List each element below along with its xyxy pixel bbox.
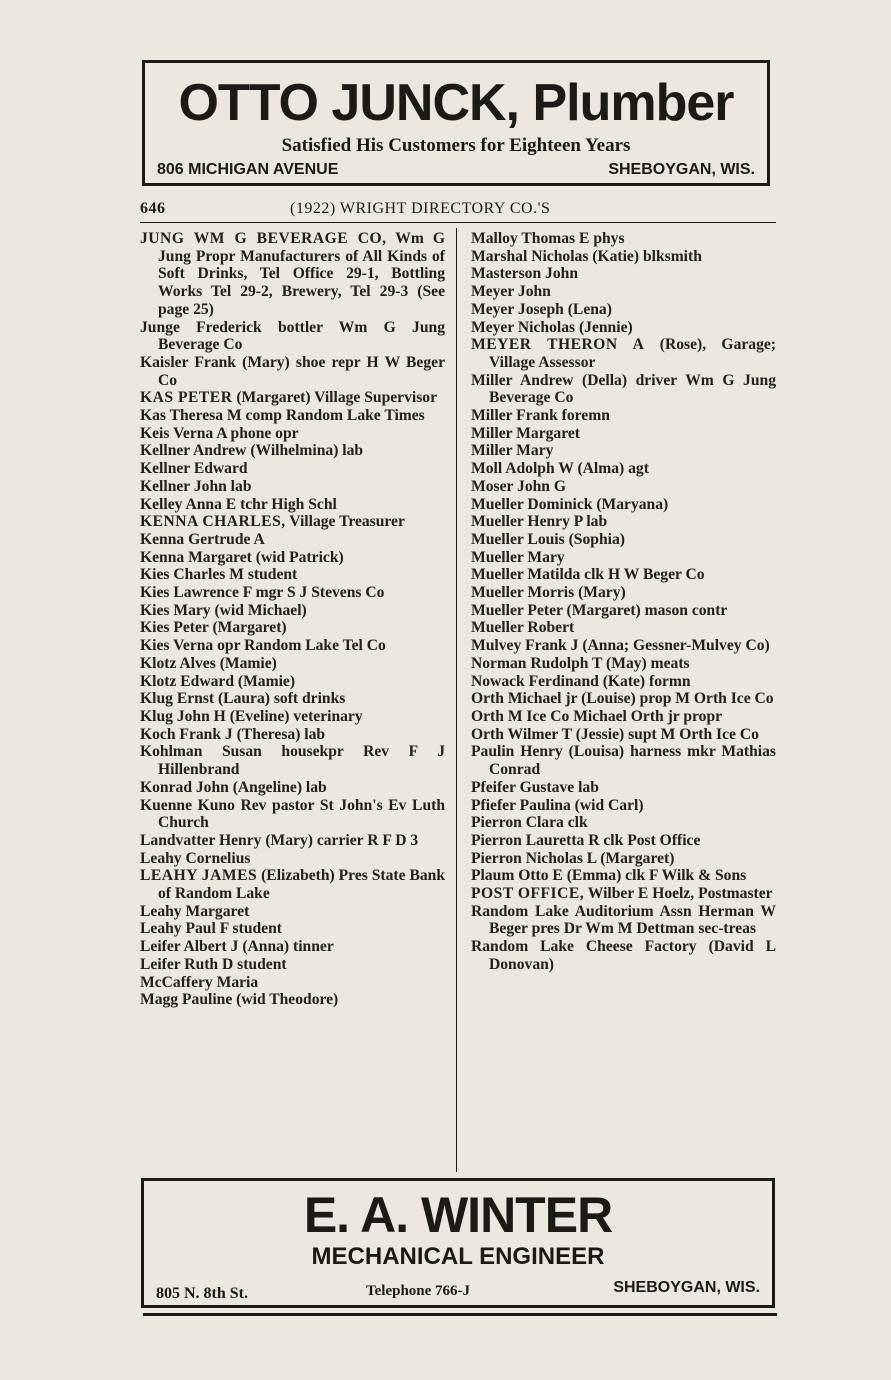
directory-entry (140, 832, 445, 850)
running-title: (1922) WRIGHT DIRECTORY CO.'S (290, 200, 551, 217)
entry-text: Pierron Clara clk (471, 814, 588, 832)
entry-text: Leifer Ruth D student (140, 955, 287, 973)
left-column (140, 230, 445, 1009)
entry-text: Wm G Jung Propr Manufacturers of All Kinds of Soft Drinks, Tel Office 29-1, Bottling Works Tel 29-2, Brewery, Tel 29-3 (See page 25) (158, 230, 445, 318)
entry-text: Miller Margaret (471, 424, 580, 442)
entry-text: Kellner Edward (140, 460, 248, 478)
ad-tagline: MECHANICAL ENGINEER (311, 1243, 605, 1270)
entry-text: Miller Mary (471, 442, 554, 460)
entry-text: Keis Verna A phone opr (140, 424, 299, 442)
entry-text: Kies Peter (Margaret) (140, 619, 287, 637)
directory-entry (140, 425, 445, 443)
entry-text: Klug John H (Eveline) veterinary (140, 707, 363, 725)
ad-telephone: Telephone 766-J (366, 1283, 471, 1299)
entry-text: Landvatter Henry (Mary) carrier R F D 3 (140, 831, 419, 849)
ad-headline: OTTO JUNCK, Plumber (178, 74, 734, 132)
entry-text: Pfeifer Gustave lab (471, 778, 599, 796)
directory-entry (140, 797, 445, 832)
entry-text: Nowack Ferdinand (Kate) formn (471, 672, 691, 690)
entry-text: Mueller Dominick (Maryana) (471, 495, 669, 513)
entry-text: (Margaret) Village Supervisor (236, 389, 438, 407)
directory-entry (140, 549, 445, 567)
directory-entry (140, 779, 445, 797)
entry-text: Malloy Thomas E phys (471, 230, 625, 247)
directory-entry (140, 478, 445, 496)
entry-text: McCaffery Maria (140, 973, 259, 991)
entry-text: Meyer John (471, 283, 551, 301)
entry-text: Kies Mary (wid Michael) (140, 601, 307, 619)
directory-entry (471, 814, 776, 832)
entry-bold-name: LEAHY JAMES (140, 867, 258, 885)
entry-text: Mueller Morris (Mary) (471, 584, 626, 602)
directory-entry (140, 319, 445, 354)
directory-entry (140, 673, 445, 691)
bottom-advertisement (141, 1178, 775, 1308)
directory-entry (471, 496, 776, 514)
entry-text: (Elizabeth) Pres State Bank of Random Lake (158, 867, 445, 903)
entry-text: Mueller Matilda clk H W Beger Co (471, 566, 705, 584)
directory-entry (471, 549, 776, 567)
bottom-rule (143, 1313, 777, 1316)
directory-entry (140, 867, 445, 902)
entry-text: Miller Andrew (Della) driver Wm G Jung Beverage Co (471, 371, 776, 407)
entry-text: Mueller Louis (Sophia) (471, 530, 625, 548)
directory-entry (140, 637, 445, 655)
entry-text: Klotz Alves (Mamie) (140, 654, 277, 672)
entry-text: Kies Verna opr Random Lake Tel Co (140, 637, 386, 655)
directory-entry (471, 690, 776, 708)
entry-text: Village Treasurer (289, 513, 405, 531)
entry-text: Mueller Robert (471, 619, 575, 637)
entry-text: Kenna Gertrude A (140, 530, 265, 548)
entry-text: Leahy Margaret (140, 902, 250, 920)
page-number: 646 (140, 200, 166, 217)
directory-entry (471, 442, 776, 460)
entry-text: Wilber E Hoelz, Postmaster (587, 885, 773, 903)
directory-entry (471, 619, 776, 637)
entry-text: Pfiefer Paulina (wid Carl) (471, 796, 644, 814)
entry-text: Kas Theresa M comp Random Lake Times (140, 407, 425, 425)
entry-text: Mueller Peter (Margaret) mason contr (471, 601, 728, 619)
directory-entry (140, 956, 445, 974)
entry-text: Mulvey Frank J (Anna; Gessner-Mulvey Co) (471, 637, 770, 655)
directory-entry (471, 566, 776, 584)
entry-text: Mueller Mary (471, 548, 565, 566)
entry-text: Kuenne Kuno Rev pastor St John's Ev Luth Church (140, 796, 445, 832)
directory-entry (471, 319, 776, 337)
directory-entry (471, 708, 776, 726)
directory-entry (140, 496, 445, 514)
directory-entry (140, 531, 445, 549)
directory-entry (471, 726, 776, 744)
directory-entry (471, 248, 776, 266)
ad-tagline: Satisfied His Customers for Eighteen Years (281, 135, 631, 156)
directory-entry (471, 797, 776, 815)
directory-entry (471, 425, 776, 443)
entry-text: Marshal Nicholas (Katie) blksmith (471, 247, 702, 265)
directory-entry (471, 460, 776, 478)
entry-text: Junge Frederick bottler Wm G Jung Beverage Co (140, 318, 445, 354)
directory-entry (471, 602, 776, 620)
directory-entry (140, 726, 445, 744)
entry-text: Random Lake Cheese Factory (David L Donovan) (471, 938, 776, 973)
directory-entry (471, 230, 776, 248)
entry-text: Kellner Andrew (Wilhelmina) lab (140, 442, 364, 460)
directory-entry (471, 885, 776, 903)
page-header (140, 198, 776, 220)
entry-text: Kelley Anna E tchr High Schl (140, 495, 337, 513)
ad-address: 806 MICHIGAN AVENUE (157, 161, 339, 178)
directory-entry (140, 566, 445, 584)
entry-bold-name: POST OFFICE, (471, 885, 585, 903)
entry-text: Kies Lawrence F mgr S J Stevens Co (140, 584, 385, 602)
directory-entry (471, 265, 776, 283)
directory-entry (140, 850, 445, 868)
entry-text: Orth Wilmer T (Jessie) supt M Orth Ice Co (471, 725, 759, 743)
entry-text: Norman Rudolph T (May) meats (471, 654, 690, 672)
directory-entry (140, 743, 445, 778)
directory-entry (471, 478, 776, 496)
entry-text: Meyer Nicholas (Jennie) (471, 318, 633, 336)
directory-entry (140, 974, 445, 992)
directory-entry (140, 442, 445, 460)
directory-entry (140, 903, 445, 921)
entry-text: Paulin Henry (Louisa) harness mkr Mathias Conrad (471, 743, 776, 779)
directory-entry (140, 513, 445, 531)
entry-text: Random Lake Auditorium Assn Herman W Beger pres Dr Wm M Dettman sec-treas (471, 902, 776, 938)
entry-text: Miller Frank foremn (471, 407, 610, 425)
entry-text: Magg Pauline (wid Theodore) (140, 991, 339, 1009)
entry-text: Klotz Edward (Mamie) (140, 672, 296, 690)
directory-entry (471, 867, 776, 885)
directory-entry (140, 460, 445, 478)
entry-text: Mueller Henry P lab (471, 513, 608, 531)
directory-entry (140, 407, 445, 425)
directory-entry (471, 673, 776, 691)
directory-entry (140, 602, 445, 620)
entry-bold-name: KENNA CHARLES, (140, 513, 286, 531)
directory-entry (471, 336, 776, 371)
entry-text: Orth Michael jr (Louise) prop M Orth Ice Co (471, 690, 774, 708)
entry-text: Leahy Paul F student (140, 920, 282, 938)
directory-entry (140, 619, 445, 637)
directory-entry (140, 230, 445, 319)
directory-entry (471, 743, 776, 778)
directory-entry (140, 991, 445, 1009)
entry-bold-name: MEYER THERON A (471, 336, 645, 354)
entry-text: Leifer Albert J (Anna) tinner (140, 938, 334, 956)
directory-entry (140, 655, 445, 673)
entry-text: Kellner John lab (140, 477, 252, 495)
directory-entry (471, 655, 776, 673)
directory-entry (471, 407, 776, 425)
directory-entry (471, 779, 776, 797)
directory-entry (140, 690, 445, 708)
entry-text: Masterson John (471, 265, 578, 283)
ad-city: SHEBOYGAN, WIS. (608, 161, 755, 178)
entry-text: Orth M Ice Co Michael Orth jr propr (471, 707, 723, 725)
entry-text: Leahy Cornelius (140, 849, 251, 867)
directory-entry (471, 531, 776, 549)
directory-entry (471, 850, 776, 868)
directory-entry (471, 938, 776, 973)
header-rule (140, 222, 776, 223)
entry-text: Kaisler Frank (Mary) shoe repr H W Beger Co (140, 353, 445, 389)
entry-text: Plaum Otto E (Emma) clk F Wilk & Sons (471, 867, 747, 885)
entry-text: Kenna Margaret (wid Patrick) (140, 548, 344, 566)
directory-entry (471, 903, 776, 938)
right-column (471, 230, 776, 974)
directory-entry (140, 920, 445, 938)
directory-entry (471, 372, 776, 407)
ad-address: 805 N. 8th St. (156, 1285, 249, 1302)
ad-city: SHEBOYGAN, WIS. (613, 1279, 760, 1296)
entry-bold-name: KAS PETER (140, 389, 233, 407)
entry-text: Meyer Joseph (Lena) (471, 300, 612, 318)
directory-entry (471, 301, 776, 319)
directory-entry (471, 832, 776, 850)
entry-text: Pierron Nicholas L (Margaret) (471, 849, 675, 867)
top-advertisement (142, 60, 770, 186)
directory-entry (471, 513, 776, 531)
entry-text: Pierron Lauretta R clk Post Office (471, 831, 701, 849)
directory-entry (471, 637, 776, 655)
entry-text: (Rose), Garage; Village Assessor (489, 336, 776, 371)
entry-bold-name: JUNG WM G BEVERAGE CO, (140, 230, 387, 247)
directory-entry (471, 584, 776, 602)
directory-entry (140, 354, 445, 389)
entry-text: Konrad John (Angeline) lab (140, 778, 327, 796)
directory-entry (140, 938, 445, 956)
directory-entry (140, 584, 445, 602)
ad-headline: E. A. WINTER (303, 1187, 613, 1243)
entry-text: Moser John G (471, 477, 567, 495)
directory-entry (471, 283, 776, 301)
entry-text: Kohlman Susan housekpr Rev F J Hillenbrand (140, 743, 445, 779)
entry-text: Koch Frank J (Theresa) lab (140, 725, 326, 743)
column-divider (456, 228, 457, 1172)
entry-text: Kies Charles M student (140, 566, 298, 584)
entry-text: Klug Ernst (Laura) soft drinks (140, 690, 346, 708)
entry-text: Moll Adolph W (Alma) agt (471, 460, 649, 478)
directory-entry (140, 389, 445, 407)
directory-entry (140, 708, 445, 726)
